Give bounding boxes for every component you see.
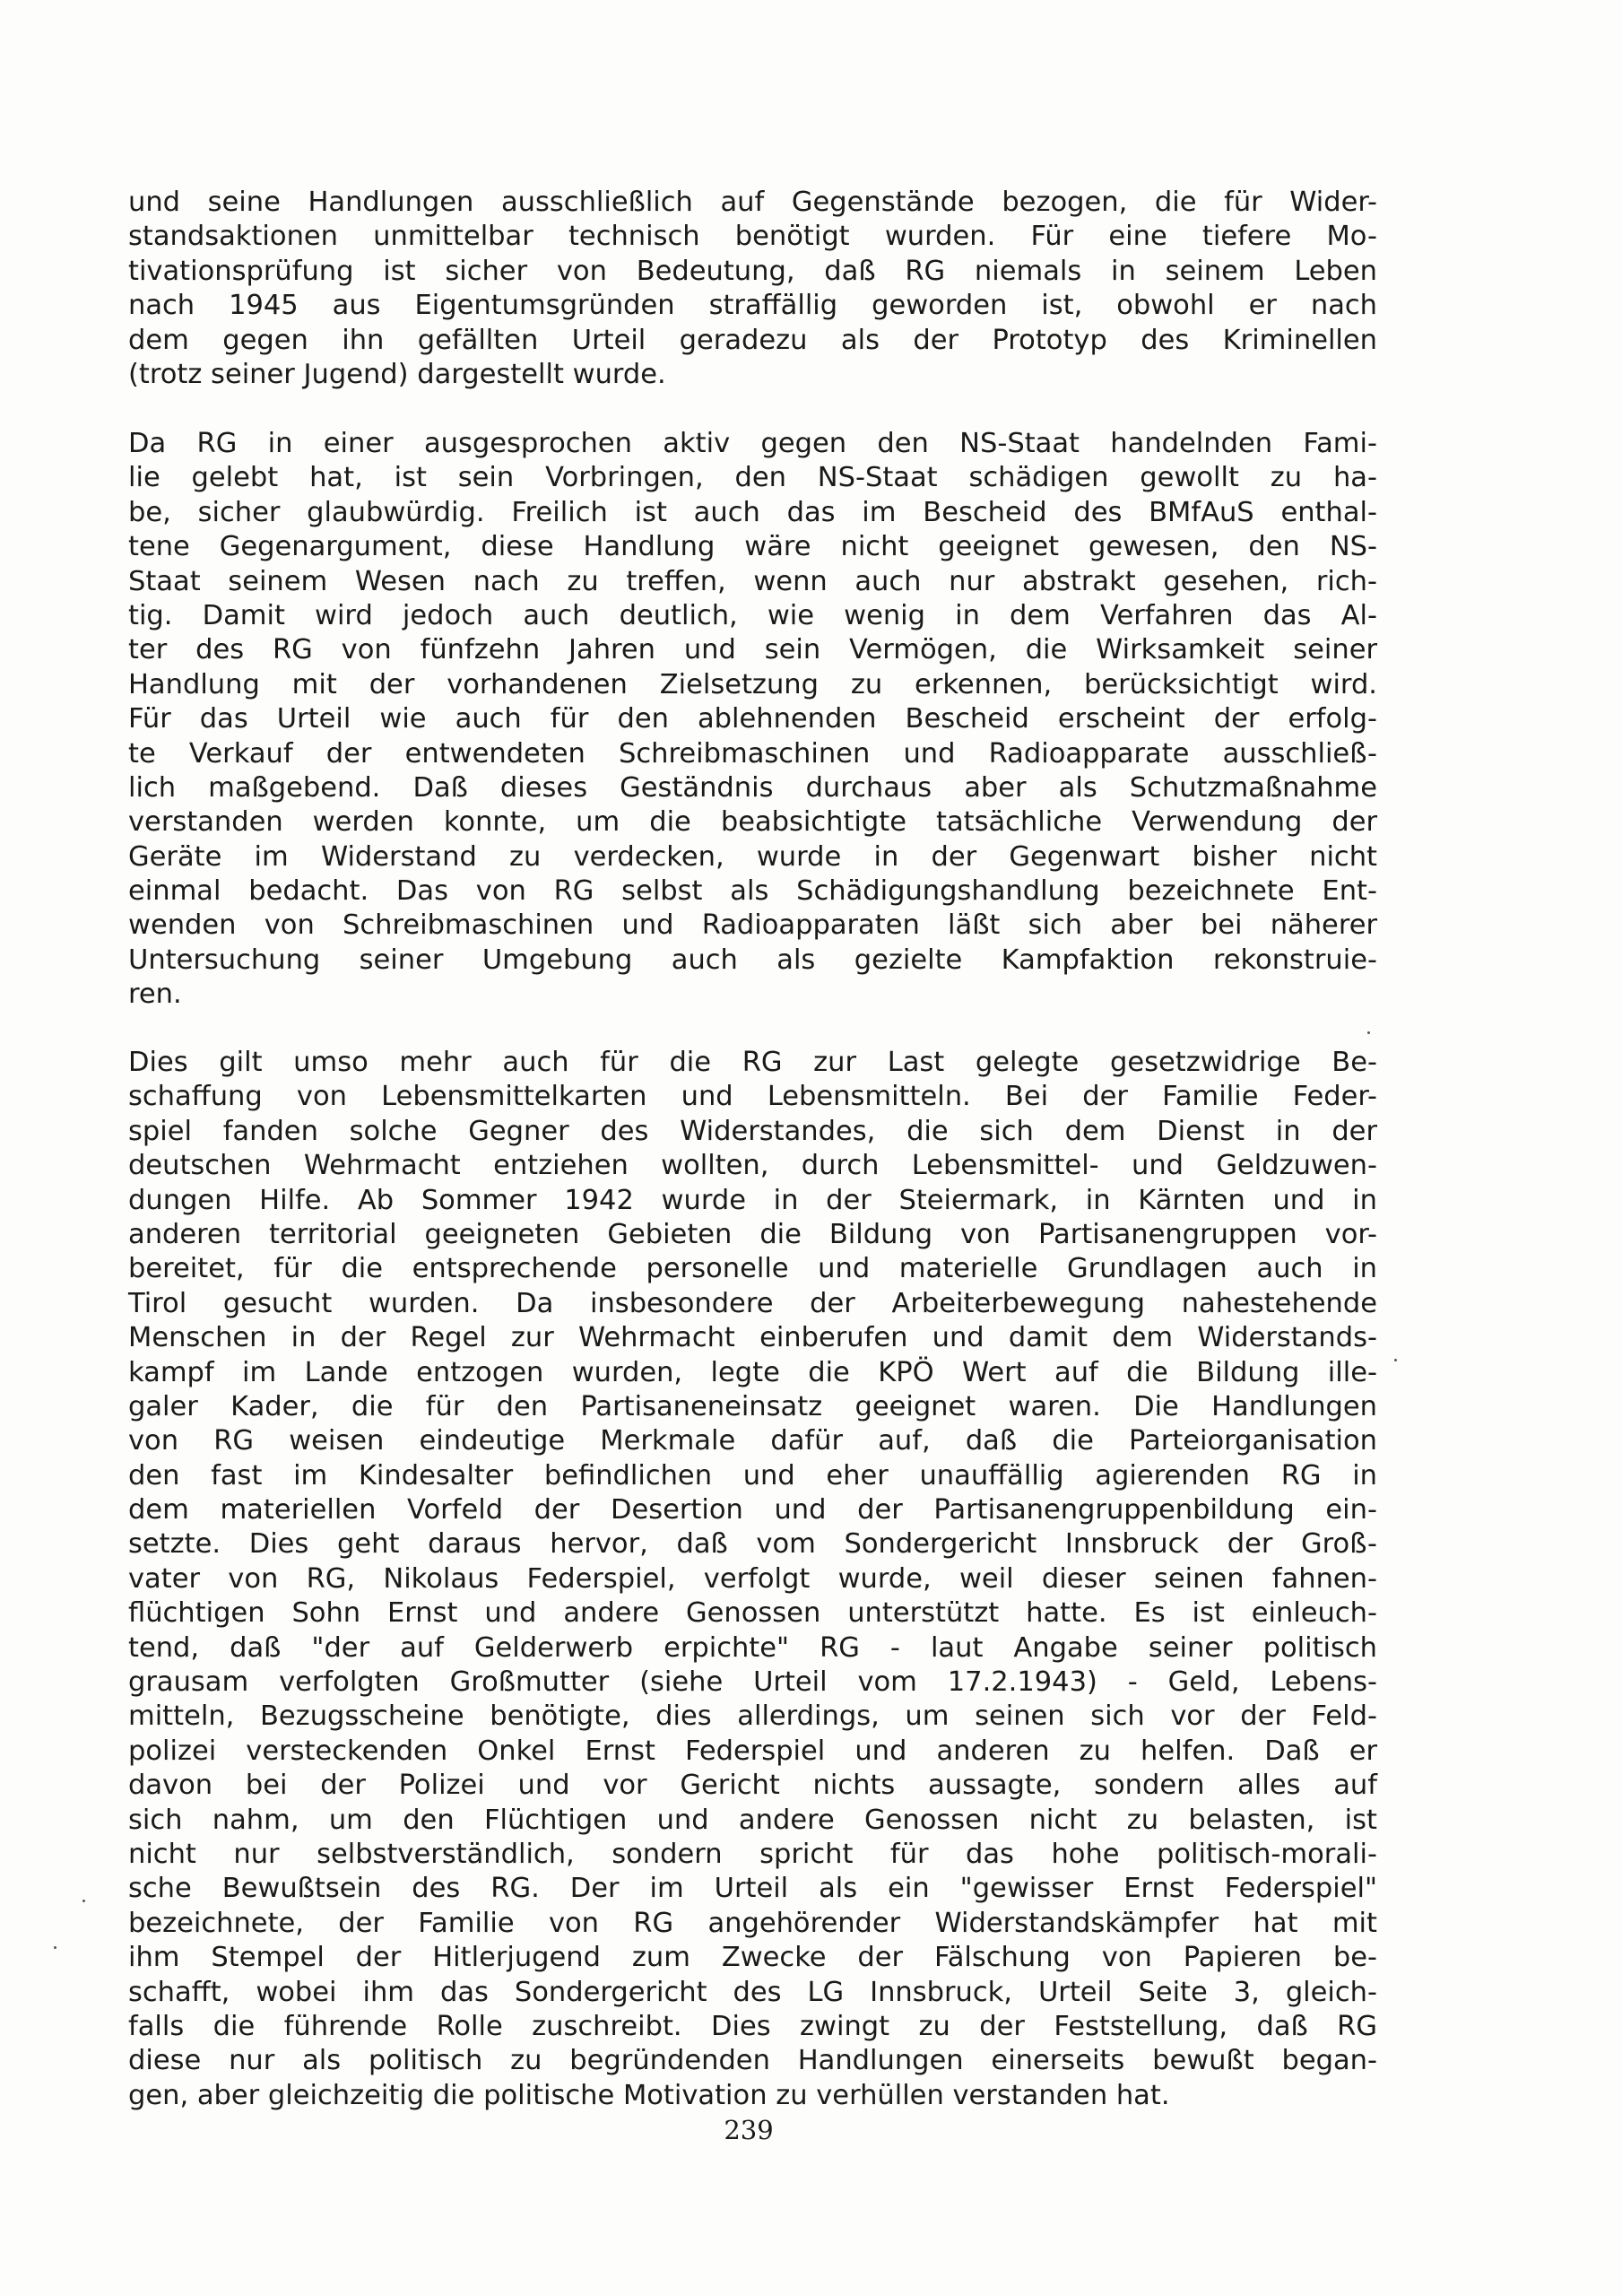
text-line: schaffung von Lebensmittelkarten und Lebensmitteln. Bei der Familie Feder- xyxy=(128,1081,1377,1113)
text-line: ihm Stempel der Hitlerjugend zum Zwecke der Fälschung von Papieren be- xyxy=(128,1942,1377,1974)
text-line: Tirol gesucht wurden. Da insbesondere der Arbeiterbewegung nahestehende xyxy=(128,1287,1377,1319)
text-line: und seine Handlungen ausschließlich auf Gegenstände bezogen, die für Wider- xyxy=(128,187,1377,218)
text-line: bereitet, für die entsprechende personelle und materielle Grundlagen auch in xyxy=(128,1253,1377,1285)
text-line: tend, daß "der auf Gelderwerb erpichte" RG - laut Angabe seiner politisch xyxy=(128,1631,1377,1664)
text-line: von RG weisen eindeutige Merkmale dafür auf, daß die Parteiorganisation xyxy=(128,1425,1377,1457)
text-line: diese nur als politisch zu begründenden Handlungen einerseits bewußt began- xyxy=(128,2045,1377,2077)
text-line: ter des RG von fünfzehn Jahren und sein Vermögen, die Wirksamkeit seiner xyxy=(128,634,1377,666)
text-line: lich maßgebend. Daß dieses Geständnis durchaus aber als Schutzmaßnahme xyxy=(128,771,1377,804)
text-line: tivationsprüfung ist sicher von Bedeutung, daß RG niemals in seinem Leben xyxy=(128,255,1377,287)
text-line: Untersuchung seiner Umgebung auch als gezielte Kampfaktion rekonstruie- xyxy=(128,944,1377,976)
text-line: galer Kader, die für den Partisaneneinsatz geeignet waren. Die Handlungen xyxy=(128,1390,1377,1422)
scan-speck xyxy=(1394,1359,1397,1361)
text-line: (trotz seiner Jugend) dargestellt wurde. xyxy=(128,358,666,390)
scan-speck xyxy=(82,1900,85,1902)
paragraph-3 xyxy=(128,1046,1377,2113)
text-line: anderen territorial geeigneten Gebieten die Bildung von Partisanengruppen vor- xyxy=(128,1218,1377,1250)
text-line: lie gelebt hat, ist sein Vorbringen, den NS-Staat schädigen gewollt zu ha- xyxy=(128,462,1377,494)
text-line: dungen Hilfe. Ab Sommer 1942 wurde in der Steiermark, in Kärnten und in xyxy=(128,1184,1377,1216)
text-line: grausam verfolgten Großmutter (siehe Urteil vom 17.2.1943) - Geld, Lebens- xyxy=(128,1666,1377,1699)
text-line: falls die führende Rolle zuschreibt. Dies zwingt zu der Feststellung, daß RG xyxy=(128,2010,1377,2042)
scan-speck xyxy=(54,1946,56,1949)
text-line: nach 1945 aus Eigentumsgründen straffällig geworden ist, obwohl er nach xyxy=(128,290,1377,322)
text-line: tig. Damit wird jedoch auch deutlich, wie wenig in dem Verfahren das Al- xyxy=(128,599,1377,631)
text-line: te Verkauf der entwendeten Schreibmaschinen und Radioapparate ausschließ- xyxy=(128,737,1377,770)
text-line: Handlung mit der vorhandenen Zielsetzung zu erkennen, berücksichtigt wird. xyxy=(128,668,1377,700)
text-line: Geräte im Widerstand zu verdecken, wurde in der Gegenwart bisher nicht xyxy=(128,840,1377,873)
text-line: spiel fanden solche Gegner des Widerstandes, die sich dem Dienst in der xyxy=(128,1115,1377,1147)
text-line: mitteln, Bezugsscheine benötigte, dies allerdings, um seinen sich vor der Feld- xyxy=(128,1700,1377,1733)
text-line: den fast im Kindesalter befindlichen und eher unauffällig agierenden RG in xyxy=(128,1459,1377,1492)
text-line: einmal bedacht. Das von RG selbst als Schädigungshandlung bezeichnete Ent- xyxy=(128,875,1377,908)
scan-speck xyxy=(1367,1031,1370,1034)
text-line: Da RG in einer ausgesprochen aktiv gegen den NS-Staat handelnden Fami- xyxy=(128,428,1377,459)
text-line: Für das Urteil wie auch für den ablehnenden Bescheid erscheint der erfolg- xyxy=(128,703,1377,735)
paragraph-2 xyxy=(128,427,1377,1013)
text-line: be, sicher glaubwürdig. Freilich ist auch das im Bescheid des BMfAuS enthal- xyxy=(128,496,1377,528)
page-number: 239 xyxy=(724,2115,774,2145)
text-line: gen, aber gleichzeitig die politische Motivation zu verhüllen verstanden hat. xyxy=(128,2079,1170,2111)
text-line: sche Bewußtsein des RG. Der im Urteil als ein "gewisser Ernst Federspiel" xyxy=(128,1873,1377,1905)
text-line: ren. xyxy=(128,978,182,1011)
text-line: Menschen in der Regel zur Wehrmacht einberufen und damit dem Widerstands- xyxy=(128,1322,1377,1354)
text-line: polizei versteckenden Onkel Ernst Federspiel und anderen zu helfen. Daß er xyxy=(128,1735,1377,1767)
text-line: deutschen Wehrmacht entziehen wollten, durch Lebensmittel- und Geldzuwen- xyxy=(128,1150,1377,1182)
text-line: wenden von Schreibmaschinen und Radioapparaten läßt sich aber bei näherer xyxy=(128,909,1377,942)
text-line: flüchtigen Sohn Ernst und andere Genossen unterstützt hatte. Es ist einleuch- xyxy=(128,1597,1377,1630)
text-line: sich nahm, um den Flüchtigen und andere Genossen nicht zu belasten, ist xyxy=(128,1804,1377,1836)
text-line: Staat seinem Wesen nach zu treffen, wenn auch nur abstrakt gesehen, rich- xyxy=(128,565,1377,597)
text-line: schafft, wobei ihm das Sondergericht des LG Innsbruck, Urteil Seite 3, gleich- xyxy=(128,1976,1377,2008)
text-line: nicht nur selbstverständlich, sondern spricht für das hohe politisch-morali- xyxy=(128,1838,1377,1870)
text-line: bezeichnete, der Familie von RG angehörender Widerstandskämpfer hat mit xyxy=(128,1907,1377,1939)
text-line: standsaktionen unmittelbar technisch benötigt wurden. Für eine tiefere Mo- xyxy=(128,221,1377,253)
text-line: dem gegen ihn gefällten Urteil geradezu als der Prototyp des Kriminellen xyxy=(128,324,1377,356)
text-line: dem materiellen Vorfeld der Desertion und der Partisanengruppenbildung ein- xyxy=(128,1494,1377,1526)
text-line: kampf im Lande entzogen wurden, legte die KPÖ Wert auf die Bildung ille- xyxy=(128,1356,1377,1388)
text-line: vater von RG, Nikolaus Federspiel, verfolgt wurde, weil dieser seinen fahnen- xyxy=(128,1562,1377,1595)
text-line: Dies gilt umso mehr auch für die RG zur Last gelegte gesetzwidrige Be- xyxy=(128,1047,1377,1078)
text-line: tene Gegenargument, diese Handlung wäre nicht geeignet gewesen, den NS- xyxy=(128,531,1377,563)
text-line: davon bei der Polizei und vor Gericht nichts aussagte, sondern alles auf xyxy=(128,1770,1377,1802)
text-line: verstanden werden konnte, um die beabsichtigte tatsächliche Verwendung der xyxy=(128,806,1377,839)
paragraph-1 xyxy=(128,186,1377,392)
text-line: setzte. Dies geht daraus hervor, daß vom Sondergericht Innsbruck der Groß- xyxy=(128,1528,1377,1561)
